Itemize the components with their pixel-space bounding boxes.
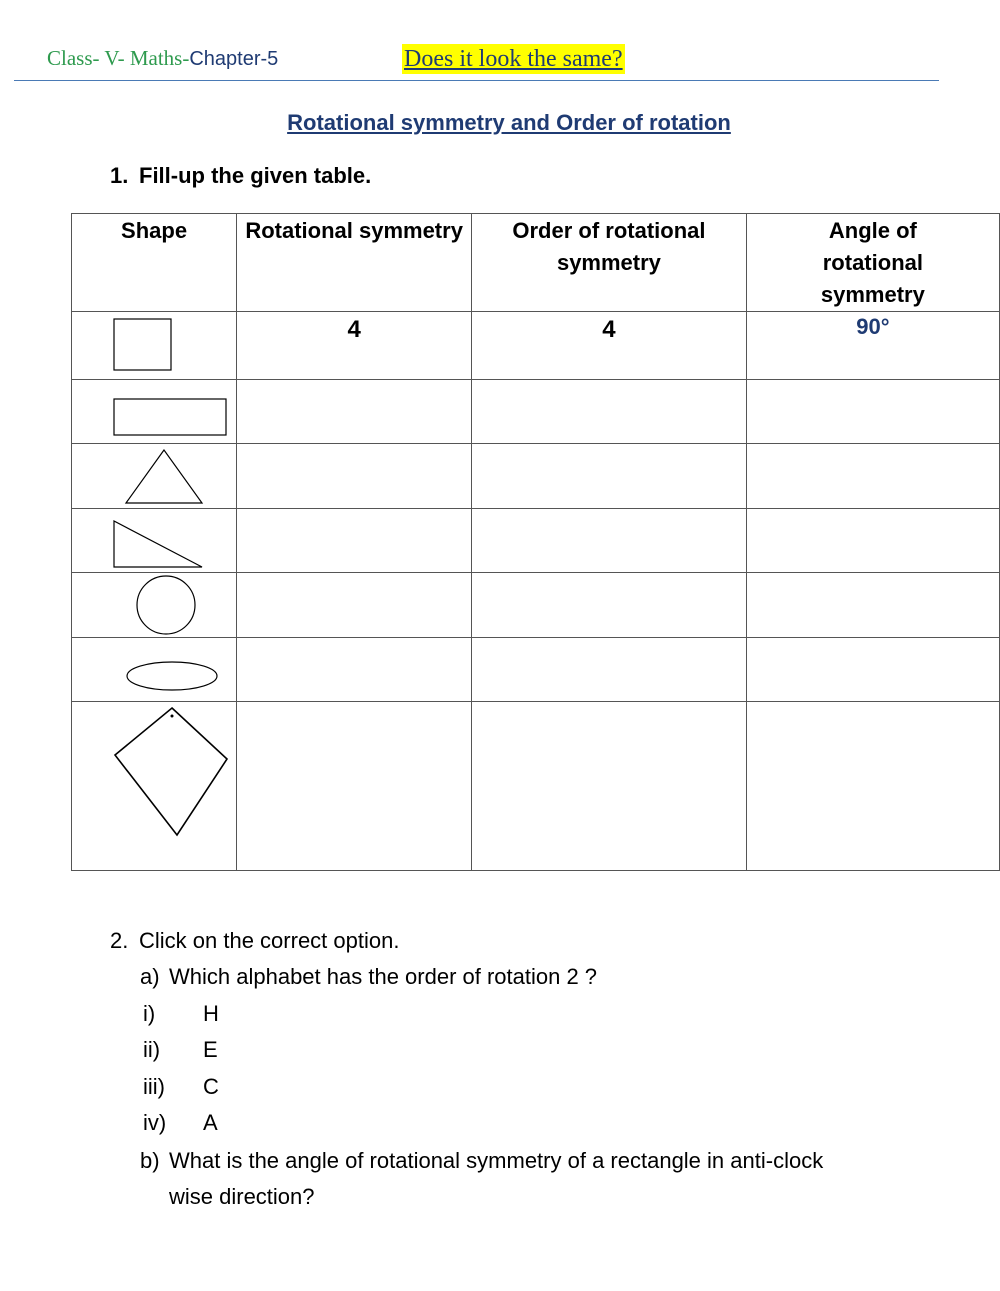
- answer-cell[interactable]: [237, 380, 472, 444]
- table-row: [72, 573, 1000, 638]
- option-value: A: [203, 1110, 218, 1135]
- answer-cell[interactable]: [746, 702, 999, 871]
- option-value: E: [203, 1037, 218, 1062]
- option-h[interactable]: [143, 1001, 219, 1027]
- table-row: [72, 444, 1000, 509]
- square-shape: [72, 312, 247, 380]
- header-chapter-text: Chapter-5: [189, 48, 279, 70]
- header-rotational-symmetry: Rotational symmetry: [237, 214, 472, 312]
- question-2b-label: b): [140, 1148, 160, 1173]
- answer-cell[interactable]: [237, 573, 472, 638]
- question-2b-text-line2: wise direction?: [169, 1184, 315, 1209]
- rectangle-shape: [72, 380, 247, 444]
- ellipse-shape: [72, 638, 247, 702]
- answer-cell[interactable]: [472, 702, 747, 871]
- question-2a: [140, 964, 597, 990]
- answer-cell[interactable]: [237, 702, 472, 871]
- header-class-text: Class- V- Maths-: [47, 46, 190, 70]
- worksheet-title: Does it look the same?: [404, 46, 623, 72]
- question-2b-continuation: [169, 1184, 315, 1210]
- right-triangle-shape: [72, 509, 247, 573]
- option-label: iii): [143, 1074, 165, 1099]
- question-1-text: Fill-up the given table.: [139, 163, 372, 188]
- option-label: iv): [143, 1110, 167, 1135]
- answer-cell[interactable]: [746, 638, 999, 702]
- table-row: [72, 380, 1000, 444]
- answer-cell[interactable]: [237, 509, 472, 573]
- header-angle: Angle of rotational symmetry: [746, 214, 999, 312]
- option-label: ii): [143, 1037, 161, 1062]
- answer-cell[interactable]: [472, 638, 747, 702]
- answer-cell[interactable]: [746, 380, 999, 444]
- shape-right-triangle-cell: [72, 509, 237, 573]
- answer-cell[interactable]: [746, 573, 999, 638]
- answer-cell[interactable]: [472, 444, 747, 509]
- table-row: [72, 638, 1000, 702]
- shape-triangle-cell: [72, 444, 237, 509]
- shape-rectangle-cell: [72, 380, 237, 444]
- circle-shape: [72, 573, 247, 638]
- question-2b-text-line1: What is the angle of rotational symmetry of a rectangle in anti-clock: [169, 1148, 824, 1173]
- question-2-number: 2.: [110, 928, 129, 953]
- option-a[interactable]: [143, 1110, 218, 1136]
- section-subtitle: Rotational symmetry and Order of rotation: [287, 110, 731, 135]
- answer-cell[interactable]: [237, 444, 472, 509]
- header-shape: Shape: [72, 214, 237, 312]
- question-2-text: Click on the correct option.: [139, 928, 400, 953]
- header-class-chapter: [47, 46, 278, 71]
- answer-cell[interactable]: [472, 573, 747, 638]
- option-value: C: [203, 1074, 219, 1099]
- answer-cell[interactable]: [237, 638, 472, 702]
- shape-circle-cell: [72, 573, 237, 638]
- question-2b: [140, 1148, 823, 1174]
- equilateral-triangle-shape: [72, 444, 247, 509]
- answer-order[interactable]: 4: [472, 312, 747, 380]
- header-divider: [14, 80, 939, 81]
- table-row: [72, 312, 1000, 380]
- shape-ellipse-cell: [72, 638, 237, 702]
- option-e[interactable]: [143, 1037, 218, 1063]
- header-order: Order of rotational symmetry: [472, 214, 747, 312]
- question-1-number: 1.: [110, 163, 129, 188]
- answer-angle[interactable]: 90°: [746, 312, 999, 380]
- table-row: [72, 509, 1000, 573]
- answer-cell[interactable]: [746, 444, 999, 509]
- option-value: H: [203, 1001, 219, 1026]
- question-2a-label: a): [140, 964, 160, 989]
- question-2a-text: Which alphabet has the order of rotation 2 ?: [169, 964, 598, 989]
- table-header-row: [72, 214, 1000, 312]
- answer-cell[interactable]: [472, 509, 747, 573]
- option-label: i): [143, 1001, 156, 1026]
- question-2: [110, 928, 399, 954]
- option-c[interactable]: [143, 1074, 219, 1100]
- shape-square-cell: [72, 312, 237, 380]
- answer-cell[interactable]: [746, 509, 999, 573]
- answer-cell[interactable]: [472, 380, 747, 444]
- kite-shape: [72, 702, 247, 871]
- table-row: [72, 702, 1000, 871]
- shape-kite-cell: [72, 702, 237, 871]
- answer-rotational-symmetry[interactable]: 4: [237, 312, 472, 380]
- symmetry-table: [71, 213, 1000, 871]
- question-1: [110, 163, 371, 189]
